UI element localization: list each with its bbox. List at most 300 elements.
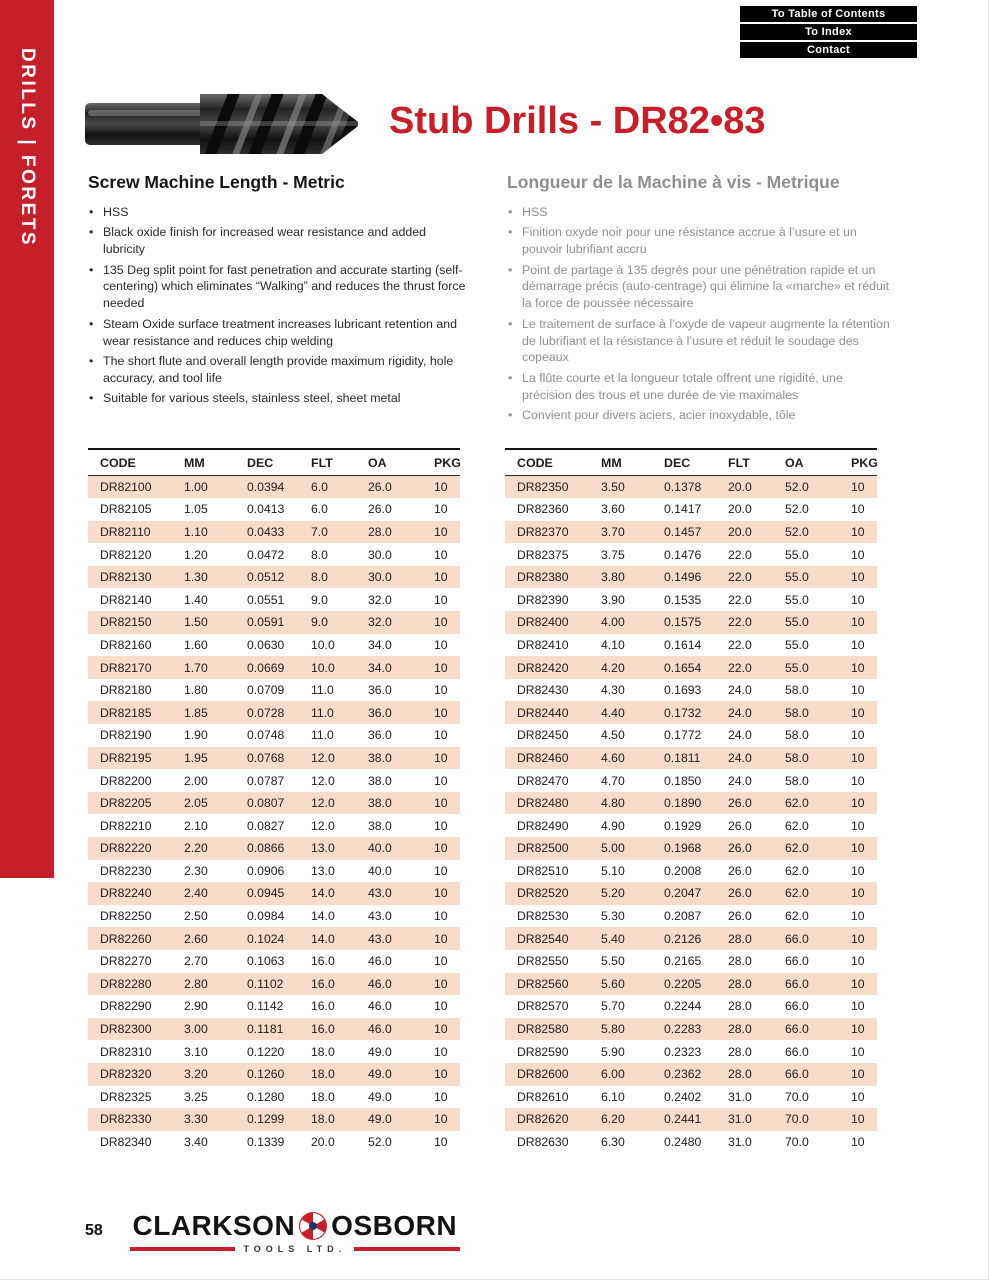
feature-item: • La flûte courte et la longueur totale offrent une rigidité, une précision des trous et une durée de vie maximales [507, 370, 890, 404]
table-cell: 10 [851, 1044, 865, 1059]
spec-table-right [505, 448, 877, 1153]
table-cell: 10 [851, 524, 865, 539]
column-header-code: CODE [88, 449, 172, 476]
table-cell: 0.2087 [664, 909, 702, 924]
table-cell: 2.00 [184, 773, 208, 788]
table-cell: 46.0 [368, 954, 392, 969]
table-cell: 58.0 [785, 705, 809, 720]
table-cell: 4.30 [601, 683, 625, 698]
table-cell: DR82480 [517, 796, 569, 811]
table-cell: DR82370 [517, 524, 569, 539]
table-cell: 22.0 [728, 615, 752, 630]
table-row [88, 634, 460, 657]
table-cell: 43.0 [368, 886, 392, 901]
feature-columns [88, 172, 890, 427]
table-cell: 0.1614 [664, 637, 702, 652]
table-cell: 0.1535 [664, 592, 702, 607]
feature-item: • Point de partage à 135 degrés pour une pénétration rapide et un démarrage précis (auto-centrage) qui élimine la «marche» et réduit la force de poussée nécessaire [507, 262, 890, 313]
table-cell: 10 [434, 637, 448, 652]
table-cell: 14.0 [311, 909, 335, 924]
table-row [88, 701, 460, 724]
table-cell: 70.0 [785, 1112, 809, 1127]
table-cell: DR82250 [100, 909, 152, 924]
table-cell: DR82150 [100, 615, 152, 630]
table-cell: 3.80 [601, 570, 625, 585]
table-row [88, 927, 460, 950]
table-cell: DR82210 [100, 818, 152, 833]
table-cell: 66.0 [785, 954, 809, 969]
table-cell: DR82440 [517, 705, 569, 720]
table-cell: 10 [851, 570, 865, 585]
table-cell: 1.30 [184, 570, 208, 585]
table-cell: 0.2480 [664, 1135, 702, 1150]
table-cell: 62.0 [785, 841, 809, 856]
table-cell: 55.0 [785, 637, 809, 652]
table-cell: 0.0827 [247, 818, 285, 833]
table-cell: 0.0748 [247, 728, 285, 743]
table-row [505, 747, 877, 770]
table-cell: 28.0 [728, 1022, 752, 1037]
table-cell: 58.0 [785, 750, 809, 765]
table-cell: 24.0 [728, 705, 752, 720]
table-cell: DR82520 [517, 886, 569, 901]
table-cell: 0.0709 [247, 683, 285, 698]
table-cell: DR82360 [517, 502, 569, 517]
table-cell: DR82205 [100, 796, 152, 811]
table-cell: 49.0 [368, 1044, 392, 1059]
table-cell: 10.0 [311, 660, 335, 675]
table-cell: 10 [434, 976, 448, 991]
table-row [505, 1131, 877, 1154]
table-cell: DR82450 [517, 728, 569, 743]
table-cell: DR82380 [517, 570, 569, 585]
table-cell: 16.0 [311, 999, 335, 1014]
table-cell: DR82430 [517, 683, 569, 698]
column-header-mm: MM [589, 449, 652, 476]
table-cell: 11.0 [311, 728, 334, 743]
table-cell: 58.0 [785, 683, 809, 698]
table-cell: DR82190 [100, 728, 152, 743]
table-cell: 0.2047 [664, 886, 702, 901]
table-cell: 40.0 [368, 841, 392, 856]
table-cell: 10 [434, 615, 448, 630]
table-cell: 10 [851, 1022, 865, 1037]
table-row [505, 1086, 877, 1109]
sidebar-drills-band [0, 0, 54, 878]
table-cell: 0.1890 [664, 796, 702, 811]
table-cell: 2.90 [184, 999, 208, 1014]
table-cell: DR82130 [100, 570, 152, 585]
table-row [505, 882, 877, 905]
table-cell: 58.0 [785, 773, 809, 788]
table-cell: 10 [851, 841, 865, 856]
table-cell: 4.20 [601, 660, 625, 675]
brand-name-left: CLARKSON [132, 1210, 296, 1241]
table-cell: 0.1693 [664, 683, 702, 698]
table-cell: DR82280 [100, 976, 152, 991]
feature-item: • Steam Oxide surface treatment increases lubricant retention and wear resistance and reduces chip welding [88, 316, 471, 350]
table-cell: 0.0866 [247, 841, 285, 856]
table-cell: 8.0 [311, 547, 328, 562]
table-cell: DR82310 [100, 1044, 152, 1059]
brand-globe-icon [298, 1211, 328, 1241]
table-cell: 10 [851, 683, 865, 698]
table-cell: 55.0 [785, 570, 809, 585]
table-cell: 4.50 [601, 728, 625, 743]
table-cell: 10 [851, 773, 865, 788]
table-cell: 2.20 [184, 841, 208, 856]
table-cell: 0.1732 [664, 705, 702, 720]
table-cell: 0.1024 [247, 931, 285, 946]
table-cell: DR82560 [517, 976, 569, 991]
table-cell: 0.1850 [664, 773, 702, 788]
table-cell: 12.0 [311, 750, 335, 765]
table-cell: 0.1968 [664, 841, 702, 856]
brand-sub-text: TOOLS LTD. [243, 1244, 347, 1254]
table-row [505, 701, 877, 724]
brand-subline [130, 1244, 460, 1254]
table-cell: 10 [851, 728, 865, 743]
table-cell: 0.2205 [664, 976, 702, 991]
table-cell: 28.0 [728, 1044, 752, 1059]
table-cell: 0.1063 [247, 954, 285, 969]
table-cell: 1.40 [184, 592, 208, 607]
table-row [88, 950, 460, 973]
table-cell: 55.0 [785, 592, 809, 607]
table-cell: 26.0 [368, 502, 392, 517]
table-cell: 0.1476 [664, 547, 702, 562]
table-cell: 10 [851, 547, 865, 562]
table-cell: 52.0 [368, 1135, 392, 1150]
feature-item: • Black oxide finish for increased wear resistance and added lubricity [88, 224, 471, 258]
table-cell: 32.0 [368, 615, 392, 630]
table-cell: 38.0 [368, 750, 392, 765]
feature-item: • The short flute and overall length provide maximum rigidity, hole accuracy, and tool life [88, 353, 471, 387]
table-cell: DR82240 [100, 886, 152, 901]
table-cell: 1.10 [184, 524, 208, 539]
table-cell: 62.0 [785, 909, 809, 924]
table-cell: 3.70 [601, 524, 625, 539]
table-cell: 62.0 [785, 818, 809, 833]
table-cell: 0.0413 [247, 502, 285, 517]
feature-item: • Le traitement de surface à l’oxyde de vapeur augmente la rétention de lubrifiant et la résistance à l’usure et réduit le soudage des copeaux [507, 316, 890, 367]
spec-tables [88, 448, 877, 1153]
table-cell: 24.0 [728, 750, 752, 765]
table-cell: 34.0 [368, 660, 392, 675]
table-cell: 13.0 [311, 841, 335, 856]
column-header-flt: FLT [299, 449, 356, 476]
table-cell: 10 [851, 1067, 865, 1082]
table-cell: DR82185 [100, 705, 152, 720]
table-cell: 62.0 [785, 863, 809, 878]
table-cell: 10 [434, 705, 448, 720]
table-cell: 0.1575 [664, 615, 702, 630]
table-cell: 22.0 [728, 637, 752, 652]
table-cell: 24.0 [728, 683, 752, 698]
table-cell: 10 [851, 886, 865, 901]
table-cell: 16.0 [311, 1022, 335, 1037]
table-cell: DR82120 [100, 547, 152, 562]
table-cell: 0.1811 [664, 750, 701, 765]
table-cell: 52.0 [785, 524, 809, 539]
table-cell: 24.0 [728, 773, 752, 788]
table-cell: 4.70 [601, 773, 625, 788]
table-row [505, 1040, 877, 1063]
column-header-dec: DEC [235, 449, 299, 476]
table-row [88, 837, 460, 860]
table-cell: 4.00 [601, 615, 625, 630]
table-cell: DR82160 [100, 637, 152, 652]
table-cell: 6.20 [601, 1112, 625, 1127]
table-row [88, 476, 460, 499]
table-cell: DR82350 [517, 480, 569, 495]
column-header-flt: FLT [716, 449, 773, 476]
table-cell: 2.40 [184, 886, 208, 901]
table-cell: 6.10 [601, 1089, 625, 1104]
table-cell: 10 [851, 1112, 865, 1127]
table-cell: DR82590 [517, 1044, 569, 1059]
table-cell: 62.0 [785, 886, 809, 901]
table-cell: 5.50 [601, 954, 625, 969]
table-cell: 10 [851, 999, 865, 1014]
table-cell: 3.75 [601, 547, 625, 562]
table-cell: 46.0 [368, 999, 392, 1014]
column-header-pkg: PKG [839, 449, 877, 476]
table-cell: 28.0 [728, 954, 752, 969]
column-header-dec: DEC [652, 449, 716, 476]
table-row [88, 656, 460, 679]
table-cell: 2.70 [184, 954, 208, 969]
table-row [505, 792, 877, 815]
table-row [505, 905, 877, 928]
table-cell: DR82375 [517, 547, 569, 562]
table-cell: 0.1102 [247, 976, 284, 991]
table-cell: 0.1654 [664, 660, 702, 675]
table-cell: DR82500 [517, 841, 569, 856]
table-cell: DR82460 [517, 750, 569, 765]
section-heading-french: Longueur de la Machine à vis - Metrique [507, 172, 840, 192]
table-row [88, 611, 460, 634]
table-row [88, 860, 460, 883]
table-cell: 4.80 [601, 796, 625, 811]
table-cell: 0.1299 [247, 1112, 285, 1127]
table-cell: 3.25 [184, 1089, 208, 1104]
table-cell: DR82390 [517, 592, 569, 607]
table-cell: 10 [434, 570, 448, 585]
table-cell: 31.0 [728, 1135, 752, 1150]
table-cell: 0.1339 [247, 1135, 285, 1150]
table-cell: 1.80 [184, 683, 208, 698]
table-cell: 22.0 [728, 547, 752, 562]
brand-rule-left [130, 1247, 236, 1251]
table-cell: 28.0 [728, 1067, 752, 1082]
table-cell: 10 [434, 863, 448, 878]
table-cell: 0.0906 [247, 863, 285, 878]
table-cell: 0.1181 [247, 1022, 284, 1037]
table-cell: 0.0630 [247, 637, 285, 652]
table-cell: 10 [434, 1112, 448, 1127]
table-cell: 28.0 [728, 931, 752, 946]
table-cell: 20.0 [311, 1135, 335, 1150]
brand-rule-right [354, 1247, 460, 1251]
table-cell: 10 [851, 660, 865, 675]
nav-button-to-table-of-contents[interactable]: To Table of Contents [740, 6, 917, 22]
table-cell: 10 [434, 1067, 448, 1082]
table-cell: 0.1378 [664, 480, 702, 495]
feature-item: • Finition oxyde noir pour une résistance accrue à l’usure et un pouvoir lubrifiant accru [507, 224, 890, 258]
table-cell: 1.05 [184, 502, 208, 517]
table-cell: 5.20 [601, 886, 625, 901]
table-cell: 10 [434, 547, 448, 562]
table-cell: 0.2323 [664, 1044, 702, 1059]
column-header-oa: OA [356, 449, 422, 476]
table-cell: 10 [851, 1089, 865, 1104]
table-row [505, 656, 877, 679]
table-row [505, 679, 877, 702]
table-row [505, 837, 877, 860]
table-cell: 34.0 [368, 637, 392, 652]
table-cell: 38.0 [368, 773, 392, 788]
table-cell: 10 [851, 615, 865, 630]
table-cell: 0.0984 [247, 909, 285, 924]
table-cell: DR82530 [517, 909, 569, 924]
table-row [505, 927, 877, 950]
table-cell: 49.0 [368, 1067, 392, 1082]
table-cell: 46.0 [368, 1022, 392, 1037]
table-cell: 9.0 [311, 592, 328, 607]
table-cell: 1.95 [184, 750, 208, 765]
table-cell: 55.0 [785, 615, 809, 630]
table-cell: DR82620 [517, 1112, 569, 1127]
table-cell: 46.0 [368, 976, 392, 991]
table-cell: 10 [434, 683, 448, 698]
table-row [88, 1040, 460, 1063]
table-cell: 2.60 [184, 931, 208, 946]
table-cell: 8.0 [311, 570, 328, 585]
table-cell: 5.80 [601, 1022, 625, 1037]
table-cell: 10 [851, 502, 865, 517]
table-cell: 10 [434, 750, 448, 765]
table-cell: 38.0 [368, 818, 392, 833]
table-cell: 2.80 [184, 976, 208, 991]
table-cell: 0.1929 [664, 818, 702, 833]
table-cell: 7.0 [311, 524, 328, 539]
table-row [88, 1108, 460, 1131]
column-header-code: CODE [505, 449, 589, 476]
table-cell: 4.10 [601, 637, 625, 652]
table-cell: 26.0 [728, 886, 752, 901]
table-cell: 49.0 [368, 1089, 392, 1104]
table-cell: 10 [851, 1135, 865, 1150]
table-cell: 0.1496 [664, 570, 702, 585]
table-cell: DR82580 [517, 1022, 569, 1037]
nav-button-contact[interactable]: Contact [740, 42, 917, 58]
table-row [88, 973, 460, 996]
feature-item: • Suitable for various steels, stainless steel, sheet metal [88, 390, 471, 407]
table-cell: 10 [434, 931, 448, 946]
table-row [505, 1018, 877, 1041]
table-row [88, 882, 460, 905]
table-cell: 10 [434, 524, 448, 539]
table-cell: 10 [434, 592, 448, 607]
table-cell: 13.0 [311, 863, 335, 878]
table-cell: 1.60 [184, 637, 208, 652]
table-row [505, 521, 877, 544]
table-row [505, 566, 877, 589]
table-cell: 5.90 [601, 1044, 625, 1059]
table-cell: 3.50 [601, 480, 625, 495]
table-cell: 0.1142 [247, 999, 284, 1014]
table-cell: 26.0 [728, 909, 752, 924]
table-cell: 66.0 [785, 1067, 809, 1082]
table-cell: 2.50 [184, 909, 208, 924]
table-cell: 43.0 [368, 909, 392, 924]
table-cell: 40.0 [368, 863, 392, 878]
table-cell: DR82510 [517, 863, 569, 878]
table-cell: 10 [434, 841, 448, 856]
table-row [88, 1018, 460, 1041]
table-cell: 10 [434, 502, 448, 517]
table-cell: 10 [434, 999, 448, 1014]
table-cell: 1.90 [184, 728, 208, 743]
table-cell: 52.0 [785, 502, 809, 517]
table-cell: 36.0 [368, 705, 392, 720]
table-row [505, 724, 877, 747]
table-cell: 2.30 [184, 863, 208, 878]
table-cell: 70.0 [785, 1089, 809, 1104]
table-cell: DR82610 [517, 1089, 569, 1104]
table-cell: 26.0 [728, 818, 752, 833]
table-row [505, 588, 877, 611]
section-english [88, 172, 471, 427]
table-cell: 9.0 [311, 615, 328, 630]
table-row [505, 1108, 877, 1131]
table-cell: 0.0394 [247, 480, 285, 495]
table-row [505, 476, 877, 499]
page-number: 58 [85, 1222, 103, 1239]
table-cell: DR82400 [517, 615, 569, 630]
table-header-row [88, 449, 460, 476]
table-cell: 22.0 [728, 660, 752, 675]
table-cell: 10 [851, 931, 865, 946]
table-cell: 1.50 [184, 615, 208, 630]
table-cell: DR82420 [517, 660, 569, 675]
table-cell: 1.85 [184, 705, 208, 720]
table-cell: 3.30 [184, 1112, 208, 1127]
table-cell: 66.0 [785, 931, 809, 946]
table-cell: 10 [434, 1022, 448, 1037]
table-cell: 10 [434, 773, 448, 788]
table-cell: 5.70 [601, 999, 625, 1014]
table-row [88, 792, 460, 815]
table-cell: 10 [851, 796, 865, 811]
table-row [88, 543, 460, 566]
table-cell: 10 [851, 909, 865, 924]
table-cell: DR82230 [100, 863, 152, 878]
table-cell: 31.0 [728, 1112, 752, 1127]
table-cell: 66.0 [785, 1022, 809, 1037]
table-cell: DR82290 [100, 999, 152, 1014]
table-cell: 18.0 [311, 1112, 335, 1127]
table-cell: 10 [434, 1089, 448, 1104]
table-cell: 0.0787 [247, 773, 285, 788]
table-cell: 6.0 [311, 502, 328, 517]
table-cell: DR82330 [100, 1112, 152, 1127]
table-cell: 5.10 [601, 863, 625, 878]
feature-item: • Convient pour divers aciers, acier inoxydable, tôle [507, 407, 890, 424]
nav-button-to-index[interactable]: To Index [740, 24, 917, 40]
table-cell: 10.0 [311, 637, 335, 652]
